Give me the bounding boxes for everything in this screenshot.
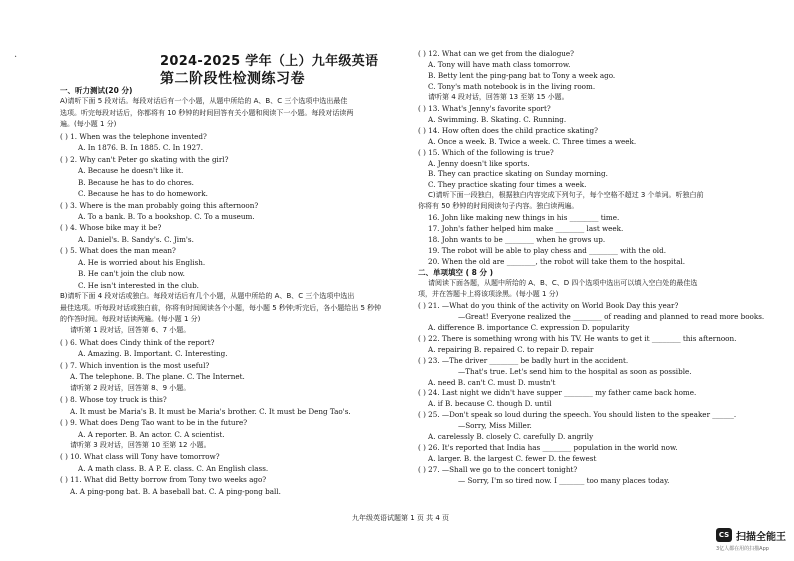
section-heading: 一、听力测试(20 分)	[60, 86, 133, 95]
question-line: 17. John's father helped him make ________ last week.	[428, 224, 624, 234]
instruction-line: C)请听下面一段独白，根据独白内容完成下列句子，每个空格不超过 3 个单词。听独白前	[428, 191, 704, 200]
question-line: ( ) 23. —The driver ________ be badly hurt in the accident.	[418, 355, 629, 365]
question-line: 20. When the old are ________, the robot will take them to the hospital.	[428, 257, 686, 267]
question-line: ( ) 5. What does the man mean?	[60, 246, 176, 256]
question-line: B. He can't join the club now.	[78, 269, 185, 279]
question-line: A. He is worried about his English.	[78, 257, 206, 267]
instruction-line: 请听第 3 段对话，回答第 10 至第 12 小题。	[70, 440, 211, 449]
question-line: ( ) 21. —What do you think of the activity on World Book Day this year?	[418, 300, 679, 310]
question-line: A. To a bank. B. To a bookshop. C. To a museum.	[78, 211, 255, 221]
question-line: A. repairing B. repaired C. to repair D. repair	[428, 344, 594, 354]
question-line: 19. The robot will be able to play chess and ________ with the old.	[428, 246, 666, 256]
question-line: C. Because he has to do homework.	[78, 189, 208, 199]
question-line: ( ) 2. Why can't Peter go skating with the girl?	[60, 154, 229, 164]
question-line: ( ) 11. What did Betty borrow from Tony two weeks ago?	[60, 475, 267, 485]
instruction-line: 最佳选项。听每段对话或独白前，你将有时间阅读各个小题，每小题 5 秒钟;听完后，各小题给出 5 秒钟	[60, 303, 382, 312]
question-line: A. Jenny doesn't like sports.	[428, 158, 530, 168]
question-line: ( ) 25. —Don't speak so loud during the speech. You should listen to the speaker ______.	[418, 410, 737, 420]
question-line: A. larger. B. the largest C. fewer D. the fewest	[428, 454, 597, 464]
instruction-line: 请听第 2 段对话，回答第 8、9 小题。	[70, 383, 191, 392]
question-line: ( ) 3. Where is the man probably going this afternoon?	[60, 200, 259, 210]
instruction-line: 请听第 1 段对话，回答第 6、7 小题。	[70, 326, 191, 335]
instruction-line: B)请听下面 4 段对话或独白。每段对话后有几个小题，从题中所给的 A、B、C 三个选项中选出	[60, 292, 355, 301]
question-line: ( ) 26. It's reported that India has ________ population in the world now.	[418, 443, 678, 453]
instruction-line: 选项。听完每段对话后，你都将有 10 秒钟的时间回答有关小题和阅读下一小题。每段对话读两	[60, 108, 354, 117]
question-line: A. A ping-pong bat. B. A baseball bat. C. A ping-pong ball.	[70, 486, 281, 496]
question-line: A. carelessly B. closely C. carefully D. angrily	[428, 432, 594, 442]
question-line: A. Daniel's. B. Sandy's. C. Jim's.	[78, 234, 194, 244]
question-line: ( ) 14. How often does the child practice skating?	[418, 125, 599, 135]
question-line: —Great! Everyone realized the ________ of reading and planned to read more books.	[458, 311, 765, 321]
question-line: —That's true. Let's send him to the hospital as soon as possible.	[458, 366, 692, 376]
question-line: A. Swimming. B. Skating. C. Running.	[428, 114, 567, 124]
question-line: ( ) 1. When was the telephone invented?	[60, 131, 207, 141]
question-line: B. Because he has to do chores.	[78, 177, 194, 187]
instruction-line: 遍。(每小题 1 分)	[60, 120, 117, 129]
question-line: ( ) 6. What does Cindy think of the report?	[60, 337, 215, 347]
question-line: A. difference B. importance C. expression D. popularity	[428, 322, 630, 332]
question-line: C. He isn't interested in the club.	[78, 280, 199, 290]
question-line: ( ) 8. Whose toy truck is this?	[60, 395, 167, 405]
question-line: B. Betty lent the ping-pang bat to Tony a week ago.	[428, 70, 616, 80]
question-line: ( ) 13. What's Jenny's favorite sport?	[418, 103, 551, 113]
question-line: A. In 1876. B. In 1885. C. In 1927.	[78, 143, 203, 153]
question-line: ( ) 7. Which invention is the most useful?	[60, 360, 210, 370]
question-line: ( ) 27. —Shall we go to the concert tonight?	[418, 465, 578, 475]
question-line: B. They can practice skating on Sunday morning.	[428, 169, 608, 179]
exam-subtitle: 第二阶段性检测练习卷	[160, 71, 305, 87]
question-line: C. They practice skating four times a week.	[428, 180, 587, 190]
question-line: 18. John wants to be ________ when he grows up.	[428, 235, 606, 245]
question-line: A. Tony will have math class tomorrow.	[428, 59, 571, 69]
instruction-line: 的作答时间。每段对话读两遍。(每小题 1 分)	[60, 315, 201, 323]
question-line: ( ) 22. There is something wrong with his TV. He wants to get it ________ this afternoon.	[418, 333, 737, 343]
instruction-line: 请听第 4 段对话，回答第 13 至第 15 小题。	[428, 92, 569, 101]
question-line: A. Because he doesn't like it.	[78, 166, 184, 176]
question-line: — Sorry, I'm so tired now. I _______ too many places today.	[458, 476, 670, 486]
scanner-name: 扫描全能王	[736, 532, 786, 543]
exam-title: 2024-2025 学年（上）九年级英语	[160, 54, 379, 69]
page-footer: 九年级英语试题第 1 页 共 4 页	[352, 514, 450, 522]
question-line: ( ) 4. Whose bike may it be?	[60, 223, 162, 233]
question-line: A. The telephone. B. The plane. C. The Internet.	[70, 372, 245, 382]
question-line: ( ) 15. Which of the following is true?	[418, 147, 554, 157]
question-line: —Sorry, Miss Miller.	[458, 421, 532, 431]
question-line: 16. John like making new things in his ________ time.	[428, 213, 620, 223]
question-line: ( ) 12. What can we get from the dialogue?	[418, 49, 575, 58]
instruction-line: 请阅读下面各题，从题中所给的 A、B、C、D 四个选项中选出可以填入空白处的最佳选	[428, 278, 698, 287]
question-line: ( ) 10. What class will Tony have tomorrow?	[60, 452, 220, 462]
instruction-line: A)请听下面 5 段对话。每段对话后有一个小题，从题中所给的 A、B、C 三个选项中选出最佳	[60, 97, 348, 106]
instruction-line: 你将有 50 秒钟的时间阅读句子内容。独白读两遍。	[418, 202, 579, 211]
section-heading: 二、单项填空 ( 8 分 )	[418, 268, 494, 277]
question-line: C. Tony's math notebook is in the living room.	[428, 81, 596, 91]
question-line: A. if B. because C. though D. until	[428, 399, 552, 409]
instruction-line: 项，并在答题卡上将该项涂黑。(每小题 1 分)	[418, 289, 559, 298]
question-line: A. A reporter. B. An actor. C. A scientist.	[78, 429, 225, 439]
question-line: A. need B. can't C. must D. mustn't	[428, 377, 556, 387]
question-line: ( ) 24. Last night we didn't have supper ________ my father came back home.	[418, 388, 697, 398]
question-line: A. A math class. B. A P. E. class. C. An English class.	[78, 463, 269, 473]
scanner-tagline: 3亿人都在用的扫描App	[716, 546, 769, 552]
corner-mark: ·	[14, 52, 18, 63]
question-line: ( ) 9. What does Deng Tao want to be in the future?	[60, 418, 248, 428]
camscanner-logo-icon: CS	[716, 528, 732, 542]
question-line: A. Amazing. B. Important. C. Interesting.	[78, 349, 228, 359]
question-line: A. It must be Maria's B. It must be Maria's brother. C. It must be Deng Tao's.	[70, 406, 351, 416]
question-line: A. Once a week. B. Twice a week. C. Three times a week.	[428, 136, 637, 146]
